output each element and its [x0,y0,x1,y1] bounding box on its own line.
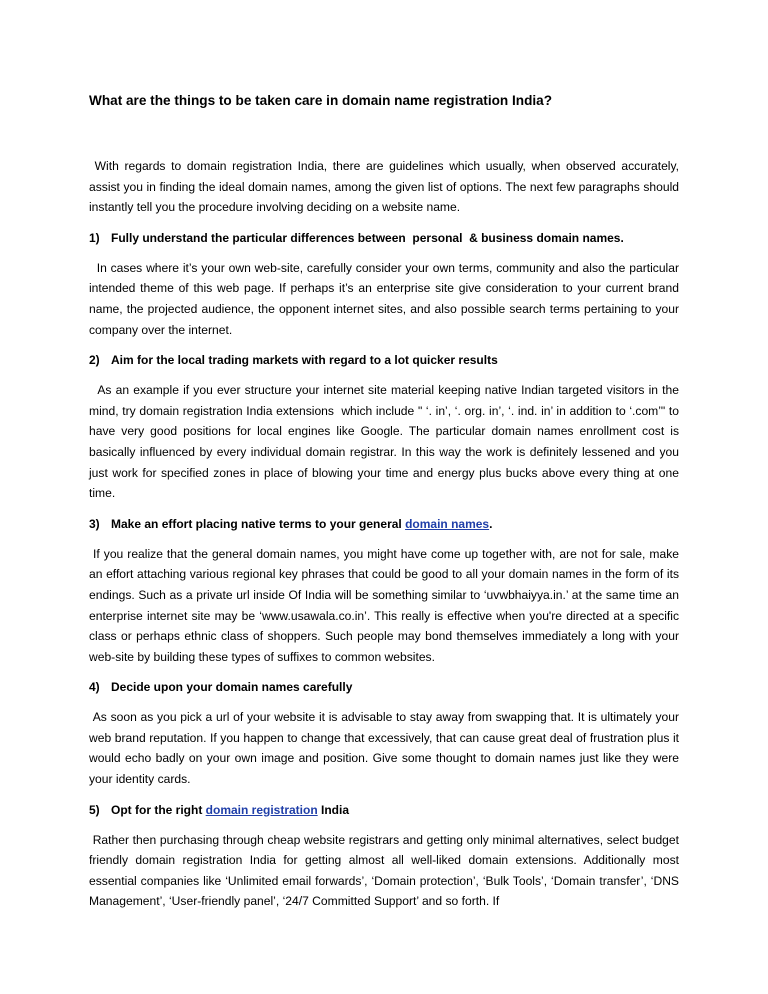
section-2-heading [89,350,679,370]
domain-names-link[interactable]: domain names [405,516,490,531]
section-3-body: If you realize that the general domain names, you might have come up together with, are not for sale, make an effort attaching various regional key phrases that could be good to all your domain names in the form of its endings. Such as a private url inside Of India will be something similar to ‘uvwbhaiyya.in.’ at the same time an enterprise internet site may be ‘www.usawala.co.in’. This really is effective when you're directed at a specific class or perhaps ethnic class of shoppers. Such people may bond themselves immediately a long with your web-site by building these types of suffixes to common websites. [89,546,683,664]
section-heading-text: Opt for the right [111,802,206,817]
section-heading-suffix: . [489,516,493,531]
section-number: 4) [89,680,100,695]
section-number: 5) [89,802,100,817]
section-number: 2) [89,353,100,368]
section-heading-text: Fully understand the particular differences between personal & business domain names. [111,230,624,245]
section-2-body: As an example if you ever structure your internet site material keeping native Indian targeted visitors in the mind, try domain registration India extensions which include " ‘. in’, ‘. org. in’, ‘. ind. in’ in addition to ‘.com’" to have very good positions for local engines like Google. The particular domain names enrollment cost is basically influenced by every individual domain registrar. In this way the work is definitely lessened and you just work for specified zones in place of blowing your time and energy plus bucks above every thing at one time. [89,383,683,501]
section-4-heading [89,677,679,697]
document-page [89,92,683,912]
section-number: 1) [89,230,100,245]
section-3-heading [89,514,679,534]
domain-registration-link[interactable]: domain registration [205,802,318,817]
intro-paragraph: With regards to domain registration India, there are guidelines which usually, when observed accurately, assist you in finding the ideal domain names, among the given list of options. The next few paragraphs should instantly tell you the procedure involving deciding on a website name. [89,159,683,215]
section-heading-text: Decide upon your domain names carefully [111,680,353,695]
section-5-heading [89,800,679,820]
section-heading-text: Aim for the local trading markets with regard to a lot quicker results [111,353,498,368]
section-heading-text: Make an effort placing native terms to your general [111,516,406,531]
section-number: 3) [89,516,100,531]
section-1-body: In cases where it’s your own web-site, carefully consider your own terms, community and also the particular intended theme of this web page. If perhaps it’s an enterprise site give consideration to your current brand name, the projected audience, the opponent internet sites, and also possible search terms pertaining to your company over the internet. [89,260,683,337]
section-5-body: Rather then purchasing through cheap website registrars and getting only minimal alternatives, select budget friendly domain registration India for getting almost all well-liked domain extensions. Additionally most essential companies like ‘Unlimited email forwards’, ‘Domain protection’, ‘Bulk Tools’, ‘Domain transfer’, ‘DNS Management’, ‘User-friendly panel’, ‘24/7 Committed Support’ and so forth. If [89,832,683,909]
document-title: What are the things to be taken care in domain name registration India? [89,93,553,108]
section-4-body: As soon as you pick a url of your website it is advisable to stay away from swapping that. It is ultimately your web brand reputation. If you happen to change that excessively, that can cause great deal of frustration plus it would echo badly on your own image and position. Give some thought to domain names just like they were your identity cards. [89,710,683,787]
section-1-heading [89,228,679,248]
section-heading-suffix: India [317,802,350,817]
